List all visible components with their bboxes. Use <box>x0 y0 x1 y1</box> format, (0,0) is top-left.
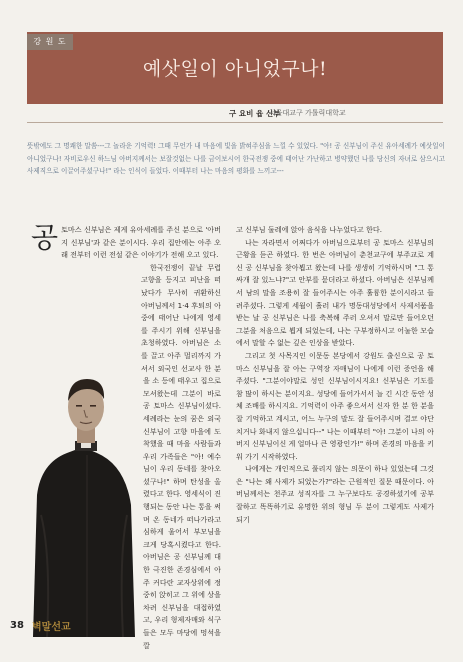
paragraph: 나는 자라면서 어쩌다가 아버님으로부터 공 토마스 신부님의 근황을 듣곤 하였다. 한 번은 아버님이 춘천교구에 부주교로 계신 공 신부님을 찾아뵙고 왔는데 나를 생생히 기억하시며 "그 통싸개 잘 있느냐?"고 안부를 묻더라고 하셨다. 아버님은 신부님께서 남의 말을 조용히 잘 들어주시는 아주 훌륭한 분이시라고 들려주셨다. 그렇게 세월이 흘러 내가 명동대성당에서 사제서품을 받는 날 공 신부님은 나를 축복해 주러 오셔서 말로만 들어오던 그분을 처음으로 뵙게 되었는데, 나는 구부정하시고 어눌한 모습에서 말할 수 없는 깊은 인상을 받았다. <box>236 237 434 348</box>
paragraph: 고 신부님 둘레에 앉아 음식을 나누었다고 한다. <box>236 225 382 234</box>
byline <box>27 105 443 119</box>
drop-cap: 공 <box>31 221 59 254</box>
paragraph: 나에게는 개인적으로 풀리지 않는 의문이 하나 있었는데 그것은 "나는 왜 사제가 되었는가?"라는 근원적인 질문 때문이다. 아버님께서는 천주교 성직자를 그 누구보다도 공경하셨기에 공부 잘하고 똑똑하기로 유명한 위의 형님 두 분이 그렇게도 사제가 되기 <box>236 464 434 524</box>
paragraph-text: 한국전쟁이 끝날 무렵 고향을 등지고 피난을 떠났다가 무사히 귀환하신 아버님께서 1·4 후퇴의 아중에 태어난 나에게 영세를 주시기 위해 신부님을 초청하였다. 아버님은 소를 끌고 아주 멀리까지 가셔서 외국인 선교사 한 분을 소 등에 태우고 집으로 모셔왔는데 그분이 바로 공 토마스 신부님이셨다. 세례라는 눈의 꿈은 외국 신부님이 고향 마을에 도착했을 때 마을 사람들과 우리 가족들은 "아! 예수님이 우리 동네를 찾아오셨구나!" 하며 탄성을 올렸다고 한다. 영세식이 진행되는 동안 나는 통을 써며 온 동네가 떠나가라고 심하게 울어서 부모님을 크게 당혹시켰다고 한다. 아버님은 공 신부님께 대한 극진한 존경심에서 아주 커다란 교자상위에 정중히 앉히고 그 위에 상을 차려 신부님을 대접하였고, 우리 형제자매와 식구들은 모두 마당에 멍석을 깔 <box>141 262 221 650</box>
title-banner <box>27 32 443 104</box>
divider <box>27 122 443 123</box>
priest-portrait-drawing <box>31 355 141 637</box>
paragraph: 그리고 첫 사목지인 이문동 본당에서 강원도 출신으로 공 토마스 신부님을 잘 아는 구역장 자매님이 나에게 이런 증언을 해주셨다. "그분이야말로 성인 신부님이시지요! 신부님은 기도를 참 많이 하시는 분이지요. 성당에 들어가서서 늘 긴 시간 동안 성체 조배를 하시지요. 기억력이 아주 좋으셔서 신자 한 분 한 분을 잘 기억하고 계시고, 어느 누구의 말도 잘 들어주시며 결코 야단치거나 화내지 않으십니다--" 나는 이때부터 "아! 그분이 나의 아버지 신부님이신 게 얼마나 큰 영광인가!" 하며 존경의 마음을 키워 가기 시작하였다. <box>236 350 434 461</box>
lead-paragraph: 뜻밖에도 그 명쾌한 말씀---그 놀라운 기억력! 그때 무언가 내 마음에 빛을 밝혀주심을 느낄 수 있었다. "아! 공 신부님이 주신 유아세례가 예삿일이 아니었구나! 자비로우신 하느님 아버지께서는 보잘것없는 나를 금이보시어 한국전쟁 중에 태어난 가난하고 병약했던 나를 당신의 자녀로 삼으시고 사제직으로 이끌어주셨구나!" 라는 인식이 들었다. 이때부터 나는 마음의 평화를 느끼고--- <box>27 142 445 175</box>
section-tag: 강 원 도 <box>27 34 73 50</box>
first-paragraph <box>31 221 221 262</box>
right-column <box>236 224 434 526</box>
author-name: 구 요비 윱 신부 <box>229 109 281 118</box>
magazine-name: 벽말선교 <box>32 622 71 633</box>
article-title: 예삿일이 아니었구나! <box>142 58 328 80</box>
priest-portrait-image <box>31 355 141 637</box>
author-affiliation: 서울대교구 가톨릭대학교 <box>269 109 346 117</box>
first-paragraph-text: 토마스 신부님은 제게 유아세례를 주신 분으로 '아버지 신부님'과 같은 분이시다. 우리 집안에는 아주 오래 전부터 이런 전설 같은 이야기가 전해 오고 있다. <box>61 225 221 260</box>
page-number: 38 <box>10 620 24 631</box>
